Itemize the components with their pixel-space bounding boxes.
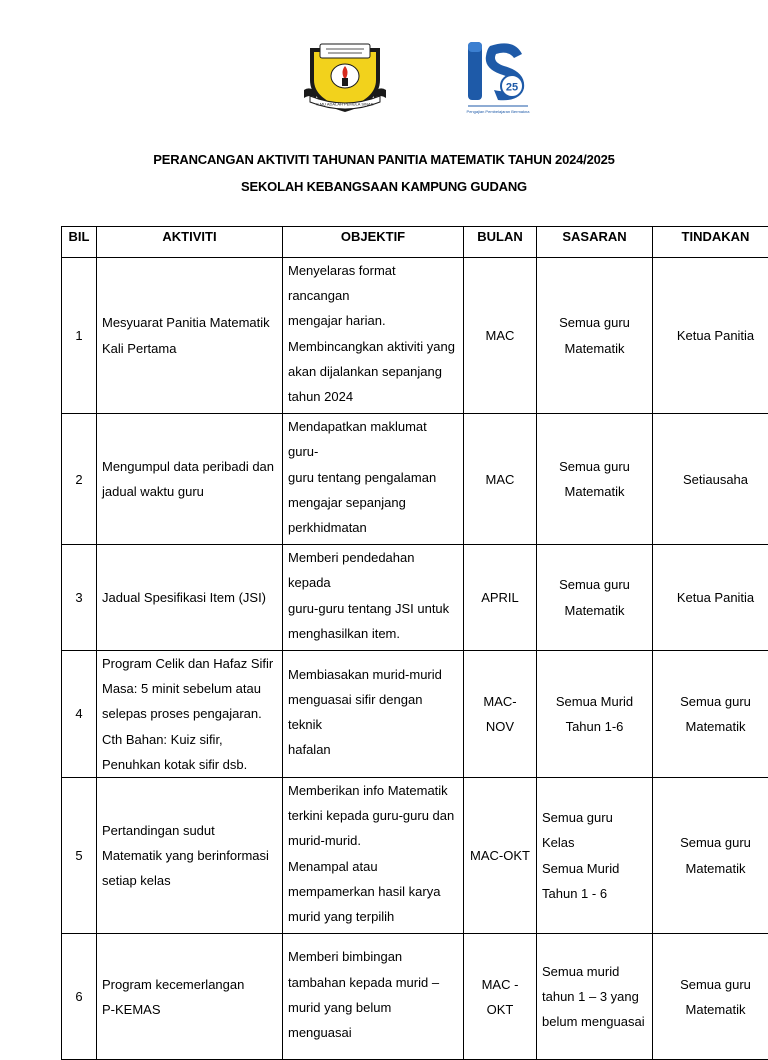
cell-sasaran-line: Semua guru xyxy=(542,310,647,335)
table-row xyxy=(62,651,768,778)
cell-tindakan xyxy=(653,778,768,934)
cell-bil: 4 xyxy=(62,651,97,778)
cell-objektif-line: murid yang belum xyxy=(288,995,458,1020)
anniversary-number: 25 xyxy=(506,82,518,94)
cell-bulan-line: MAC xyxy=(469,323,531,348)
cell-tindakan-line: Matematik xyxy=(658,997,768,1022)
header-bulan: BULAN xyxy=(464,227,537,258)
cell-aktiviti-line: Cth Bahan: Kuiz sifir, xyxy=(102,727,277,752)
cell-bulan-line: MAC - xyxy=(469,972,531,997)
cell-objektif-line: Memberi pendedahan kepada xyxy=(288,545,458,595)
cell-objektif-line: guru tentang pengalaman xyxy=(288,465,458,490)
cell-objektif-line: Menyelaras format rancangan xyxy=(288,258,458,308)
cell-sasaran xyxy=(537,778,653,934)
cell-sasaran xyxy=(537,414,653,545)
cell-aktiviti xyxy=(97,258,283,414)
cell-objektif-line: perkhidmatan xyxy=(288,515,458,540)
cell-bulan xyxy=(464,934,537,1060)
cell-aktiviti-line: jadual waktu guru xyxy=(102,479,277,504)
cell-aktiviti-line: Mesyuarat Panitia Matematik xyxy=(102,310,277,335)
cell-sasaran-line: Tahun 1 - 6 xyxy=(542,881,647,906)
cell-sasaran-line: Tahun 1-6 xyxy=(542,714,647,739)
cell-bulan-line: MAC xyxy=(469,467,531,492)
cell-objektif-line: mengajar harian. xyxy=(288,308,458,333)
cell-objektif-line: Memberikan info Matematik xyxy=(288,778,458,803)
header-bil: BIL xyxy=(62,227,97,258)
cell-sasaran-line: Matematik xyxy=(542,598,647,623)
cell-sasaran-line: tahun 1 – 3 yang xyxy=(542,984,647,1009)
cell-aktiviti-line: selepas proses pengajaran. xyxy=(102,701,277,726)
cell-tindakan xyxy=(653,651,768,778)
header-objektif: OBJEKTIF xyxy=(283,227,464,258)
cell-sasaran-line: Kelas xyxy=(542,830,647,855)
cell-bil: 6 xyxy=(62,934,97,1060)
anniversary-caption: Pengajian Pembelajaran Bermakna xyxy=(467,109,531,114)
cell-bulan xyxy=(464,258,537,414)
cell-sasaran-line: Semua Murid xyxy=(542,856,647,881)
cell-sasaran-line: Matematik xyxy=(542,479,647,504)
cell-tindakan-line: Semua guru xyxy=(658,830,768,855)
cell-objektif-line: tahun 2024 xyxy=(288,384,458,409)
cell-bil: 5 xyxy=(62,778,97,934)
cell-aktiviti-line: Program kecemerlangan xyxy=(102,972,277,997)
header-logos xyxy=(0,38,768,118)
cell-objektif-line: Memberi bimbingan xyxy=(288,944,458,969)
cell-tindakan xyxy=(653,414,768,545)
cell-objektif xyxy=(283,545,464,651)
document-title: PERANCANGAN AKTIVITI TAHUNAN PANITIA MATEMATIK TAHUN 2024/2025 xyxy=(0,152,768,167)
school-name-title: SEKOLAH KEBANGSAAN KAMPUNG GUDANG xyxy=(0,179,768,194)
cell-aktiviti-line: Mengumpul data peribadi dan xyxy=(102,454,277,479)
cell-objektif-line: hafalan xyxy=(288,737,458,762)
header-tindakan: TINDAKAN xyxy=(653,227,768,258)
cell-sasaran xyxy=(537,258,653,414)
cell-tindakan xyxy=(653,934,768,1060)
cell-aktiviti-line: Jadual Spesifikasi Item (JSI) xyxy=(102,585,277,610)
cell-sasaran-line: belum menguasai xyxy=(542,1009,647,1034)
cell-sasaran-line: Semua guru xyxy=(542,572,647,597)
table-row xyxy=(62,414,768,545)
cell-objektif-line: menguasai sifir dengan teknik xyxy=(288,687,458,737)
cell-objektif-line: mengajar sepanjang xyxy=(288,490,458,515)
cell-sasaran-line: Semua Murid xyxy=(542,689,647,714)
cell-objektif xyxy=(283,934,464,1060)
cell-tindakan-line: Matematik xyxy=(658,714,768,739)
cell-tindakan xyxy=(653,545,768,651)
header-aktiviti: AKTIVITI xyxy=(97,227,283,258)
cell-objektif-line: terkini kepada guru-guru dan xyxy=(288,803,458,828)
cell-sasaran-line: Semua murid xyxy=(542,959,647,984)
cell-bulan-line: OKT xyxy=(469,997,531,1022)
table-row xyxy=(62,934,768,1060)
cell-objektif-line: menguasai xyxy=(288,1020,458,1045)
anniversary-25-logo xyxy=(464,40,532,116)
cell-bulan xyxy=(464,545,537,651)
cell-bulan xyxy=(464,778,537,934)
cell-aktiviti-line: Pertandingan sudut xyxy=(102,818,277,843)
cell-sasaran xyxy=(537,934,653,1060)
cell-aktiviti-line: Matematik yang berinformasi xyxy=(102,843,277,868)
cell-tindakan xyxy=(653,258,768,414)
cell-bulan-line: APRIL xyxy=(469,585,531,610)
cell-aktiviti-line: setiap kelas xyxy=(102,868,277,893)
cell-tindakan-line: Semua guru xyxy=(658,689,768,714)
table-header-row xyxy=(62,227,768,258)
cell-objektif-line: Menampal atau xyxy=(288,854,458,879)
cell-aktiviti-line: Kali Pertama xyxy=(102,336,277,361)
cell-aktiviti-line: Program Celik dan Hafaz Sifir xyxy=(102,651,277,676)
cell-objektif xyxy=(283,651,464,778)
cell-objektif-line: Mendapatkan maklumat guru- xyxy=(288,414,458,464)
cell-tindakan-line: Semua guru xyxy=(658,972,768,997)
cell-bulan-line: MAC-OKT xyxy=(469,843,531,868)
cell-sasaran xyxy=(537,651,653,778)
cell-bil: 1 xyxy=(62,258,97,414)
cell-objektif xyxy=(283,258,464,414)
cell-objektif-line: tambahan kepada murid – xyxy=(288,970,458,995)
table-row xyxy=(62,545,768,651)
cell-aktiviti xyxy=(97,934,283,1060)
header-sasaran: SASARAN xyxy=(537,227,653,258)
cell-objektif-line: guru-guru tentang JSI untuk xyxy=(288,596,458,621)
cell-objektif-line: murid-murid. xyxy=(288,828,458,853)
cell-bulan-line: MAC- xyxy=(469,689,531,714)
table-row xyxy=(62,778,768,934)
cell-aktiviti-line: Masa: 5 minit sebelum atau xyxy=(102,676,277,701)
cell-aktiviti xyxy=(97,651,283,778)
cell-sasaran-line: Semua guru xyxy=(542,805,647,830)
cell-objektif-line: mempamerkan hasil karya xyxy=(288,879,458,904)
cell-objektif-line: Membiasakan murid-murid xyxy=(288,662,458,687)
cell-sasaran-line: Matematik xyxy=(542,336,647,361)
cell-bulan xyxy=(464,651,537,778)
cell-sasaran xyxy=(537,545,653,651)
cell-bulan-line: NOV xyxy=(469,714,531,739)
activity-table xyxy=(61,226,768,1060)
cell-sasaran-line: Semua guru xyxy=(542,454,647,479)
cell-bulan xyxy=(464,414,537,545)
cell-objektif xyxy=(283,414,464,545)
cell-objektif-line: murid yang terpilih xyxy=(288,904,458,929)
cell-objektif-line: Membincangkan aktiviti yang xyxy=(288,334,458,359)
cell-tindakan-line: Setiausaha xyxy=(658,467,768,492)
cell-bil: 2 xyxy=(62,414,97,545)
school-crest-logo xyxy=(302,40,388,116)
cell-aktiviti xyxy=(97,545,283,651)
cell-objektif-line: akan dijalankan sepanjang xyxy=(288,359,458,384)
cell-tindakan-line: Ketua Panitia xyxy=(658,585,768,610)
cell-objektif-line: menghasilkan item. xyxy=(288,621,458,646)
table-body xyxy=(62,258,768,1060)
table-row xyxy=(62,258,768,414)
cell-tindakan-line: Matematik xyxy=(658,856,768,881)
cell-objektif xyxy=(283,778,464,934)
school-crest-motto: ILMU ADALAH PEMULA SINAR xyxy=(316,102,373,107)
cell-aktiviti-line: Penuhkan kotak sifir dsb. xyxy=(102,752,277,777)
cell-aktiviti xyxy=(97,778,283,934)
cell-aktiviti xyxy=(97,414,283,545)
cell-aktiviti-line: P-KEMAS xyxy=(102,997,277,1022)
cell-tindakan-line: Ketua Panitia xyxy=(658,323,768,348)
cell-bil: 3 xyxy=(62,545,97,651)
